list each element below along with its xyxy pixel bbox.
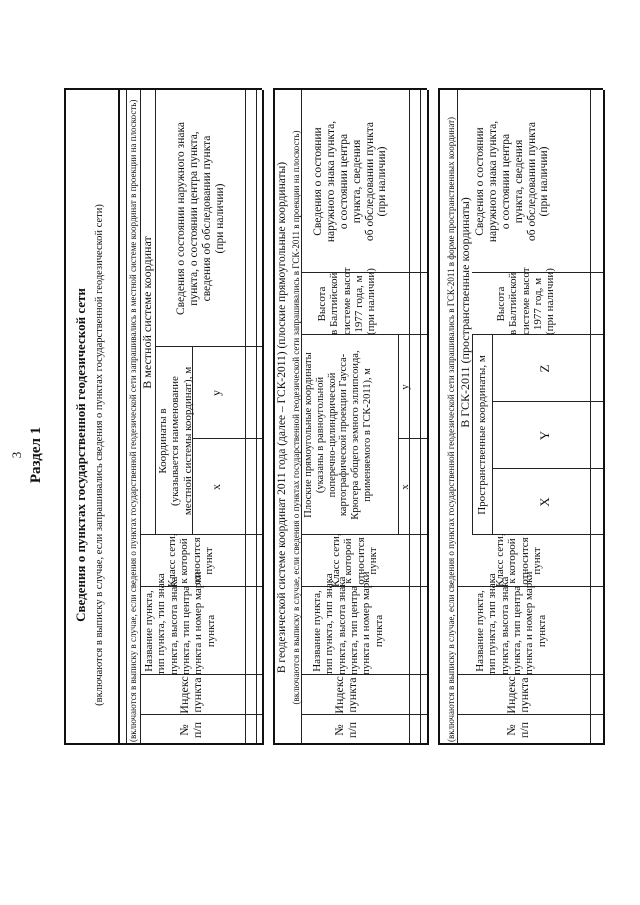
table1-note: (включаются в выписку в случае, если сведения о пунктах государственной геодезической сети запрашивались в местной системе координат в проекции на плоскость): [128, 99, 138, 742]
table1-col-coords: Координаты в (указывается наименование местной системы координат), м: [157, 366, 194, 516]
table1-col-name: Название пункта, тип пункта, тип знака пункта, высота знака пункта, тип центра пункта и номер марки пункта: [143, 571, 217, 675]
table3-col-name: Название пункта, тип пункта, тип знака пункта, высота знака пункта, тип центра пункта и номер марки пункта: [474, 571, 548, 675]
table2-col-height: Высота в Балтийской системе высот 1977 года, м (при наличии): [316, 267, 378, 335]
table1-col-num: № п/п: [177, 721, 205, 739]
table2-col-y: y: [399, 384, 411, 390]
table1-col-class: Класс сети, к которой относится пункт: [166, 533, 215, 587]
table2-col-num: № п/п: [332, 721, 360, 739]
table2-col-x: x: [399, 484, 411, 490]
table2-col-name: Название пункта, тип пункта, тип знака пункта, высота знака пункта, тип центра пункта и номер марки пункта: [311, 571, 385, 675]
table3-col-state: Сведения о состоянии наружного знака пункта, о состоянии центра пункта, сведения об обследовании пункта (при наличии): [474, 120, 551, 243]
table2-col-coords: Плоские прямоугольные координаты (указаны в равноугольной поперечно-цилиндрической картографической проекции Гаусса- Крюгера общего земного эллипсоида, применяемого в ГСК-2011), м: [303, 350, 373, 520]
table1-col-y: y: [209, 390, 223, 396]
table2-col-class: Класс сети, к которой относится пункт: [330, 533, 379, 587]
table3-col-coords: Пространственные координаты, м: [476, 355, 488, 515]
table3-col-class: Класс сети, к которой относится пункт: [494, 533, 543, 587]
table1-group-title: В местной системе координат: [140, 236, 154, 389]
main-title: Сведения о пунктах государственной геодезической сети: [73, 288, 88, 622]
table1-col-x: x: [209, 484, 223, 490]
page-number: 3: [9, 451, 24, 459]
table3-col-index: Индекс пункта: [504, 676, 532, 714]
table3-col-height: Высота в Балтийской системе высот 1977 год, м (при наличии): [495, 267, 557, 335]
table3-col-x: X: [537, 497, 552, 507]
table3-col-z: Z: [537, 364, 552, 373]
section-title: Раздел 1: [28, 426, 44, 484]
table2-col-state: Сведения о состоянии наружного знака пункта, о состоянии центра пункта, сведения об обследовании пункта (при наличии): [312, 120, 389, 243]
table3-note: (включаются в выписку в случае, если сведения о пунктах государственной геодезической сети запрашивались в ГСК-2011 в форме пространственных координат): [446, 116, 456, 742]
table3-col-y: Y: [537, 430, 552, 441]
table2-col-index: Индекс пункта: [332, 676, 360, 714]
table2-title: В геодезической системе координат 2011 года (далее – ГСК-2011) (плоские прямоугольные координаты): [276, 161, 288, 674]
table3-group-title: В ГСК-2011 (пространственные координаты): [458, 197, 472, 428]
table1-col-state: Сведения о состоянии наружного знака пункта, о состоянии центра пункта, сведения об обследовании пункта (при наличии): [175, 122, 226, 315]
table3-col-num: № п/п: [504, 721, 532, 739]
main-note: (включаются в выписку в случае, если запрашивались сведения о пунктах государственной геодезической сети): [94, 204, 105, 706]
table2-note: (включаются в выписку в случае, если сведения о пунктах государственной геодезической сети запрашивались в ГСК-2011 в проекции на плоскость): [291, 130, 301, 705]
table1-col-index: Индекс пункта: [177, 676, 205, 714]
